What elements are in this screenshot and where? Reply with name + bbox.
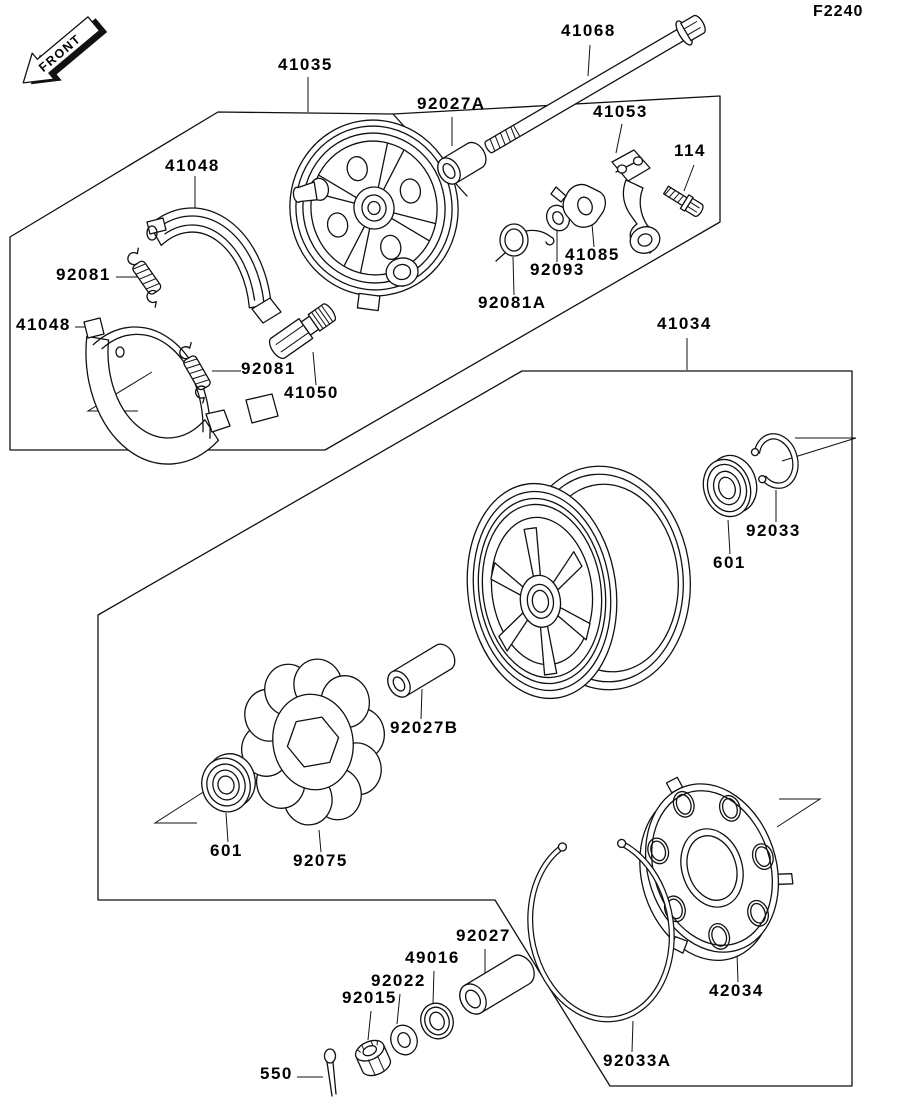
part-label-42034: 42034 [709, 981, 764, 1000]
part-label-41048-lower: 41048 [16, 315, 71, 334]
part-label-41053: 41053 [593, 102, 648, 121]
washer-92022-drawing [387, 1021, 422, 1058]
part-label-41068: 41068 [561, 21, 616, 40]
part-label-550: 550 [260, 1064, 293, 1083]
part-label-41035: 41035 [278, 55, 333, 74]
part-label-92027: 92027 [456, 926, 511, 945]
part-label-92075: 92075 [293, 851, 348, 870]
torsion-spring-drawing [496, 224, 554, 261]
return-spring-lower-drawing [172, 343, 220, 404]
collar-92027-drawing [454, 950, 539, 1019]
grease-seal-drawing [416, 999, 458, 1044]
cotter-pin-drawing [325, 1049, 337, 1096]
part-label-41048-upper: 41048 [165, 156, 220, 175]
part-label-601-right: 601 [713, 553, 746, 572]
part-label-41085: 41085 [565, 245, 620, 264]
castle-nut-drawing [352, 1036, 393, 1079]
front-arrow-label: FRONT [36, 31, 84, 75]
part-label-92027B: 92027B [390, 718, 459, 737]
coupling-drawing [614, 753, 811, 978]
part-label-92015: 92015 [342, 988, 397, 1007]
brake-panel-drawing [277, 108, 473, 322]
part-label-41050: 41050 [284, 383, 339, 402]
part-label-92033A: 92033A [603, 1051, 672, 1070]
brake-shoe-upper-drawing [147, 208, 281, 323]
brake-arm-drawing [612, 150, 664, 257]
part-label-601-left: 601 [210, 841, 243, 860]
bearing-right-drawing [696, 449, 765, 522]
part-label-92081-upper: 92081 [56, 265, 111, 284]
part-label-92022: 92022 [371, 971, 426, 990]
part-label-92081A: 92081A [478, 293, 547, 312]
front-direction-arrow [12, 7, 112, 100]
damper-drawing [228, 650, 398, 835]
figure-code: F2240 [813, 3, 864, 20]
part-label-114: 114 [674, 141, 706, 160]
return-spring-upper-drawing [121, 248, 172, 308]
wheel-drawing [454, 458, 702, 709]
part-label-92027A: 92027A [417, 94, 486, 113]
bolt-114-drawing [662, 183, 706, 219]
part-label-92033: 92033 [746, 521, 801, 540]
part-label-92081-lower: 92081 [241, 359, 296, 378]
brake-shoe-lower-drawing [84, 318, 278, 464]
part-label-92093: 92093 [530, 260, 585, 279]
part-label-41034: 41034 [657, 314, 712, 333]
collar-92027B-drawing [383, 640, 459, 701]
part-label-49016: 49016 [405, 948, 460, 967]
